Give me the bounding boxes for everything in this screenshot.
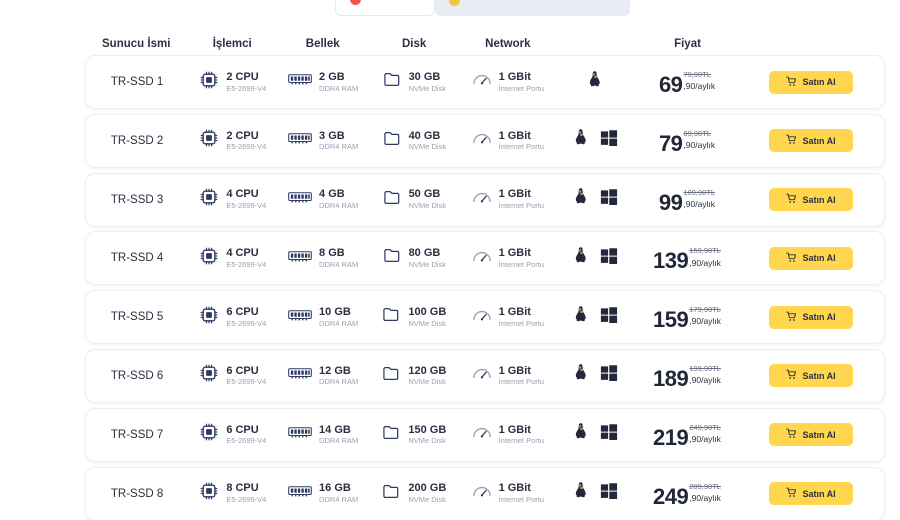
table-row (85, 467, 885, 520)
buy-button[interactable] (769, 71, 853, 94)
os-cell (556, 409, 636, 461)
ram-value: 12 GB (319, 364, 351, 377)
network-sub: İnternet Portu (498, 259, 545, 269)
buy-button-label: Satın Al (802, 77, 836, 87)
buy-cell (738, 291, 884, 343)
disk-type: NVMe Disk (408, 377, 446, 387)
linux-icon (573, 187, 590, 212)
cpu-value: 4 CPU (226, 188, 259, 201)
table-row (85, 231, 885, 285)
cpu-model: E5-2699-V4 (226, 201, 267, 211)
plan-list (85, 55, 885, 520)
cpu-cell (188, 291, 277, 343)
ram-type: DDR4 RAM (319, 495, 359, 505)
ram-type: DDR4 RAM (319, 436, 359, 446)
ram-cell (278, 468, 369, 520)
disk-folder-icon (383, 189, 402, 211)
windows-icon (600, 482, 618, 505)
buy-button-label: Satın Al (802, 488, 836, 499)
server-name: TR-SSD 4 (110, 252, 164, 265)
price-period: ,90/aylık (689, 492, 721, 503)
buy-button-label: Satın Al (802, 429, 836, 440)
windows-icon (600, 129, 618, 152)
price-cell (636, 115, 738, 167)
price-amount: 159 (653, 307, 689, 333)
cpu-cell (188, 56, 277, 108)
price-amount: 139 (653, 248, 689, 274)
price-period: ,90/aylık (683, 140, 716, 151)
network-sub: İnternet Portu (498, 495, 545, 505)
cpu-icon (199, 305, 219, 330)
buy-button[interactable] (769, 188, 853, 211)
price-period: ,90/aylık (689, 257, 721, 268)
ram-type: DDR4 RAM (319, 201, 359, 211)
server-name: TR-SSD 8 (110, 487, 164, 500)
ram-type: DDR4 RAM (319, 318, 359, 328)
cpu-cell (188, 232, 277, 284)
os-cell (556, 350, 636, 402)
network-value: 1 GBit (498, 423, 531, 436)
price-old: 179,90TL (689, 305, 721, 315)
network-cell (460, 350, 556, 402)
cart-icon (786, 428, 797, 441)
cpu-model: E5-2699-V4 (226, 495, 267, 505)
status-dot-icon (449, 0, 460, 6)
disk-type: NVMe Disk (408, 142, 447, 152)
cpu-value: 8 CPU (226, 482, 259, 495)
disk-folder-icon (383, 71, 402, 93)
cpu-model: E5-2699-V4 (226, 318, 267, 328)
header-network: Network (485, 38, 531, 50)
ram-icon (288, 249, 312, 268)
disk-folder-icon (383, 247, 402, 269)
server-name: TR-SSD 6 (110, 369, 164, 382)
ram-value: 8 GB (319, 247, 345, 260)
cart-icon (786, 369, 797, 382)
ram-icon (288, 190, 312, 209)
cpu-value: 2 CPU (226, 129, 259, 142)
disk-cell (369, 291, 460, 343)
server-name: TR-SSD 3 (110, 193, 164, 206)
tab-left[interactable] (335, 0, 435, 16)
header-ram: Bellek (305, 38, 340, 50)
price-period: ,90/aylık (689, 375, 721, 386)
ram-icon (288, 366, 312, 385)
disk-value: 100 GB (408, 306, 447, 319)
network-speed-icon (472, 71, 492, 92)
network-cell (460, 115, 556, 167)
cpu-icon (199, 246, 219, 271)
ram-type: DDR4 RAM (319, 83, 359, 93)
disk-value: 200 GB (408, 482, 447, 495)
network-cell (460, 468, 556, 520)
cpu-icon (199, 128, 219, 153)
price-amount: 219 (653, 424, 689, 450)
buy-button-label: Satın Al (802, 370, 836, 381)
header-cpu: İşlemci (212, 38, 252, 50)
network-cell (460, 409, 556, 461)
record-dot-icon (350, 0, 361, 5)
linux-icon (573, 128, 590, 153)
price-cell (636, 409, 738, 461)
disk-type: NVMe Disk (408, 495, 446, 505)
cart-icon (786, 134, 797, 147)
ram-value: 10 GB (319, 306, 351, 319)
cpu-model: E5-2699-V4 (226, 377, 267, 387)
price-old: 289,90TL (689, 481, 721, 491)
os-cell (556, 468, 636, 520)
ram-icon (288, 72, 312, 91)
network-value: 1 GBit (498, 188, 531, 201)
price-cell (636, 291, 738, 343)
cpu-value: 4 CPU (226, 247, 259, 260)
buy-cell (738, 468, 884, 520)
table-row (85, 290, 885, 344)
ram-cell (278, 350, 369, 402)
disk-folder-icon (382, 483, 401, 505)
disk-folder-icon (382, 306, 401, 328)
linux-icon (587, 70, 604, 95)
network-cell (460, 56, 556, 108)
cpu-cell (188, 174, 277, 226)
buy-button[interactable] (769, 247, 853, 270)
price-old: 199,90TL (689, 363, 721, 373)
network-speed-icon (472, 248, 492, 269)
price-period: ,90/aylık (689, 316, 721, 327)
ram-value: 14 GB (319, 423, 351, 436)
cpu-cell (188, 409, 277, 461)
network-sub: İnternet Portu (498, 142, 545, 152)
cpu-model: E5-2699-V4 (226, 436, 267, 446)
browser-tab-bar (335, 0, 630, 16)
table-header (85, 33, 885, 55)
price-period: ,90/aylık (683, 198, 716, 209)
disk-folder-icon (383, 130, 402, 152)
buy-cell (738, 409, 884, 461)
buy-cell (738, 350, 884, 402)
tab-right[interactable] (435, 0, 630, 16)
cpu-icon (199, 363, 219, 388)
cpu-icon (199, 187, 219, 212)
windows-icon (600, 306, 618, 329)
price-period: ,90/aylık (689, 434, 721, 445)
disk-value: 30 GB (408, 70, 441, 83)
network-sub: İnternet Portu (498, 377, 545, 387)
disk-type: NVMe Disk (408, 259, 447, 269)
price-cell (636, 56, 738, 108)
cpu-cell (188, 468, 277, 520)
disk-value: 150 GB (408, 423, 447, 436)
disk-cell (369, 174, 460, 226)
disk-type: NVMe Disk (408, 436, 446, 446)
price-old: 109,90TL (683, 187, 716, 197)
network-value: 1 GBit (498, 482, 531, 495)
disk-folder-icon (382, 365, 401, 387)
os-cell (556, 291, 636, 343)
buy-button[interactable] (769, 306, 853, 329)
price-amount: 189 (653, 365, 689, 391)
header-price: Fiyat (674, 38, 701, 50)
disk-value: 120 GB (408, 364, 447, 377)
price-cell (636, 174, 738, 226)
disk-cell (369, 56, 460, 108)
os-cell (556, 115, 636, 167)
cart-icon (786, 193, 797, 206)
ram-icon (288, 425, 312, 444)
network-sub: İnternet Portu (498, 436, 545, 446)
disk-cell (369, 350, 460, 402)
network-speed-icon (472, 424, 492, 445)
ram-value: 16 GB (319, 482, 351, 495)
disk-folder-icon (382, 424, 401, 446)
price-old: 249,90TL (689, 422, 721, 432)
cpu-model: E5-2699-V4 (226, 259, 267, 269)
network-speed-icon (472, 130, 492, 151)
ram-icon (288, 308, 312, 327)
table-row (85, 408, 885, 462)
server-name: TR-SSD 7 (110, 428, 164, 441)
buy-cell (738, 115, 884, 167)
cpu-icon (199, 481, 219, 506)
disk-type: NVMe Disk (408, 201, 447, 211)
ram-cell (278, 115, 369, 167)
price-amount: 69 (658, 72, 683, 97)
ram-type: DDR4 RAM (319, 142, 359, 152)
windows-icon (600, 188, 618, 211)
windows-icon (600, 423, 618, 446)
linux-icon (573, 305, 590, 330)
cpu-icon (199, 422, 219, 447)
cpu-value: 6 CPU (226, 306, 259, 319)
buy-button[interactable] (769, 129, 853, 152)
os-cell (556, 174, 636, 226)
buy-cell (738, 174, 884, 226)
network-speed-icon (472, 483, 492, 504)
buy-button[interactable] (769, 423, 853, 446)
network-sub: İnternet Portu (498, 318, 545, 328)
network-speed-icon (472, 189, 492, 210)
price-old: 89,90TL (683, 128, 711, 138)
ram-cell (278, 174, 369, 226)
network-sub: İnternet Portu (498, 201, 545, 211)
cpu-model: E5-2699-V4 (226, 142, 267, 152)
linux-icon (573, 246, 590, 271)
disk-cell (369, 115, 460, 167)
buy-button-label: Satın Al (802, 312, 836, 323)
network-cell (460, 174, 556, 226)
price-cell (636, 232, 738, 284)
network-value: 1 GBit (498, 306, 531, 319)
cpu-value: 2 CPU (226, 70, 259, 83)
buy-button[interactable] (769, 364, 853, 387)
ram-type: DDR4 RAM (319, 377, 359, 387)
ram-value: 4 GB (319, 188, 345, 201)
table-row (85, 173, 885, 227)
ram-cell (278, 409, 369, 461)
network-cell (460, 232, 556, 284)
disk-type: NVMe Disk (408, 83, 447, 93)
table-row (85, 349, 885, 403)
network-value: 1 GBit (498, 70, 531, 83)
cart-icon (786, 311, 797, 324)
ram-value: 2 GB (319, 70, 345, 83)
ram-cell (278, 232, 369, 284)
buy-cell (738, 56, 884, 108)
ram-cell (278, 291, 369, 343)
network-value: 1 GBit (498, 247, 531, 260)
server-name: TR-SSD 5 (110, 311, 164, 324)
ram-icon (288, 484, 312, 503)
ram-value: 3 GB (319, 129, 345, 142)
cpu-model: E5-2699-V4 (226, 83, 267, 93)
header-server-name: Sunucu İsmi (102, 38, 171, 50)
server-name: TR-SSD 2 (110, 134, 164, 147)
price-amount: 79 (658, 130, 683, 156)
price-cell (636, 350, 738, 402)
linux-icon (573, 363, 590, 388)
cpu-icon (199, 70, 219, 95)
disk-cell (369, 409, 460, 461)
cpu-cell (188, 350, 277, 402)
price-cell (636, 468, 738, 520)
header-disk: Disk (401, 38, 427, 50)
cart-icon (786, 76, 797, 89)
buy-button-label: Satın Al (802, 253, 836, 264)
windows-icon (600, 247, 618, 270)
os-cell (556, 232, 636, 284)
cpu-cell (188, 115, 277, 167)
disk-value: 80 GB (408, 247, 441, 260)
ram-cell (278, 56, 369, 108)
network-value: 1 GBit (498, 129, 531, 142)
buy-cell (738, 232, 884, 284)
buy-button-label: Satın Al (802, 194, 836, 205)
os-cell (556, 56, 636, 108)
network-sub: İnternet Portu (498, 83, 545, 93)
price-amount: 99 (658, 189, 683, 215)
network-speed-icon (472, 307, 492, 328)
server-name: TR-SSD 1 (110, 76, 164, 88)
price-amount: 249 (653, 483, 689, 509)
disk-value: 50 GB (408, 188, 441, 201)
cpu-value: 6 CPU (226, 364, 259, 377)
price-old: 79,90TL (683, 70, 711, 79)
ram-type: DDR4 RAM (319, 259, 359, 269)
disk-value: 40 GB (408, 129, 441, 142)
table-row (85, 55, 885, 109)
buy-button[interactable] (769, 482, 853, 505)
buy-button-label: Satın Al (802, 135, 836, 146)
price-old: 159,90TL (689, 246, 721, 256)
network-speed-icon (472, 365, 492, 386)
table-row (85, 114, 885, 168)
network-cell (460, 291, 556, 343)
disk-cell (369, 232, 460, 284)
cpu-value: 6 CPU (226, 423, 259, 436)
cart-icon (786, 487, 797, 500)
ram-icon (288, 131, 312, 150)
network-value: 1 GBit (498, 364, 531, 377)
cart-icon (786, 252, 797, 265)
linux-icon (573, 422, 590, 447)
price-period: ,90/aylık (683, 81, 716, 92)
linux-icon (573, 481, 590, 506)
disk-type: NVMe Disk (408, 318, 446, 328)
disk-cell (369, 468, 460, 520)
windows-icon (600, 364, 618, 387)
